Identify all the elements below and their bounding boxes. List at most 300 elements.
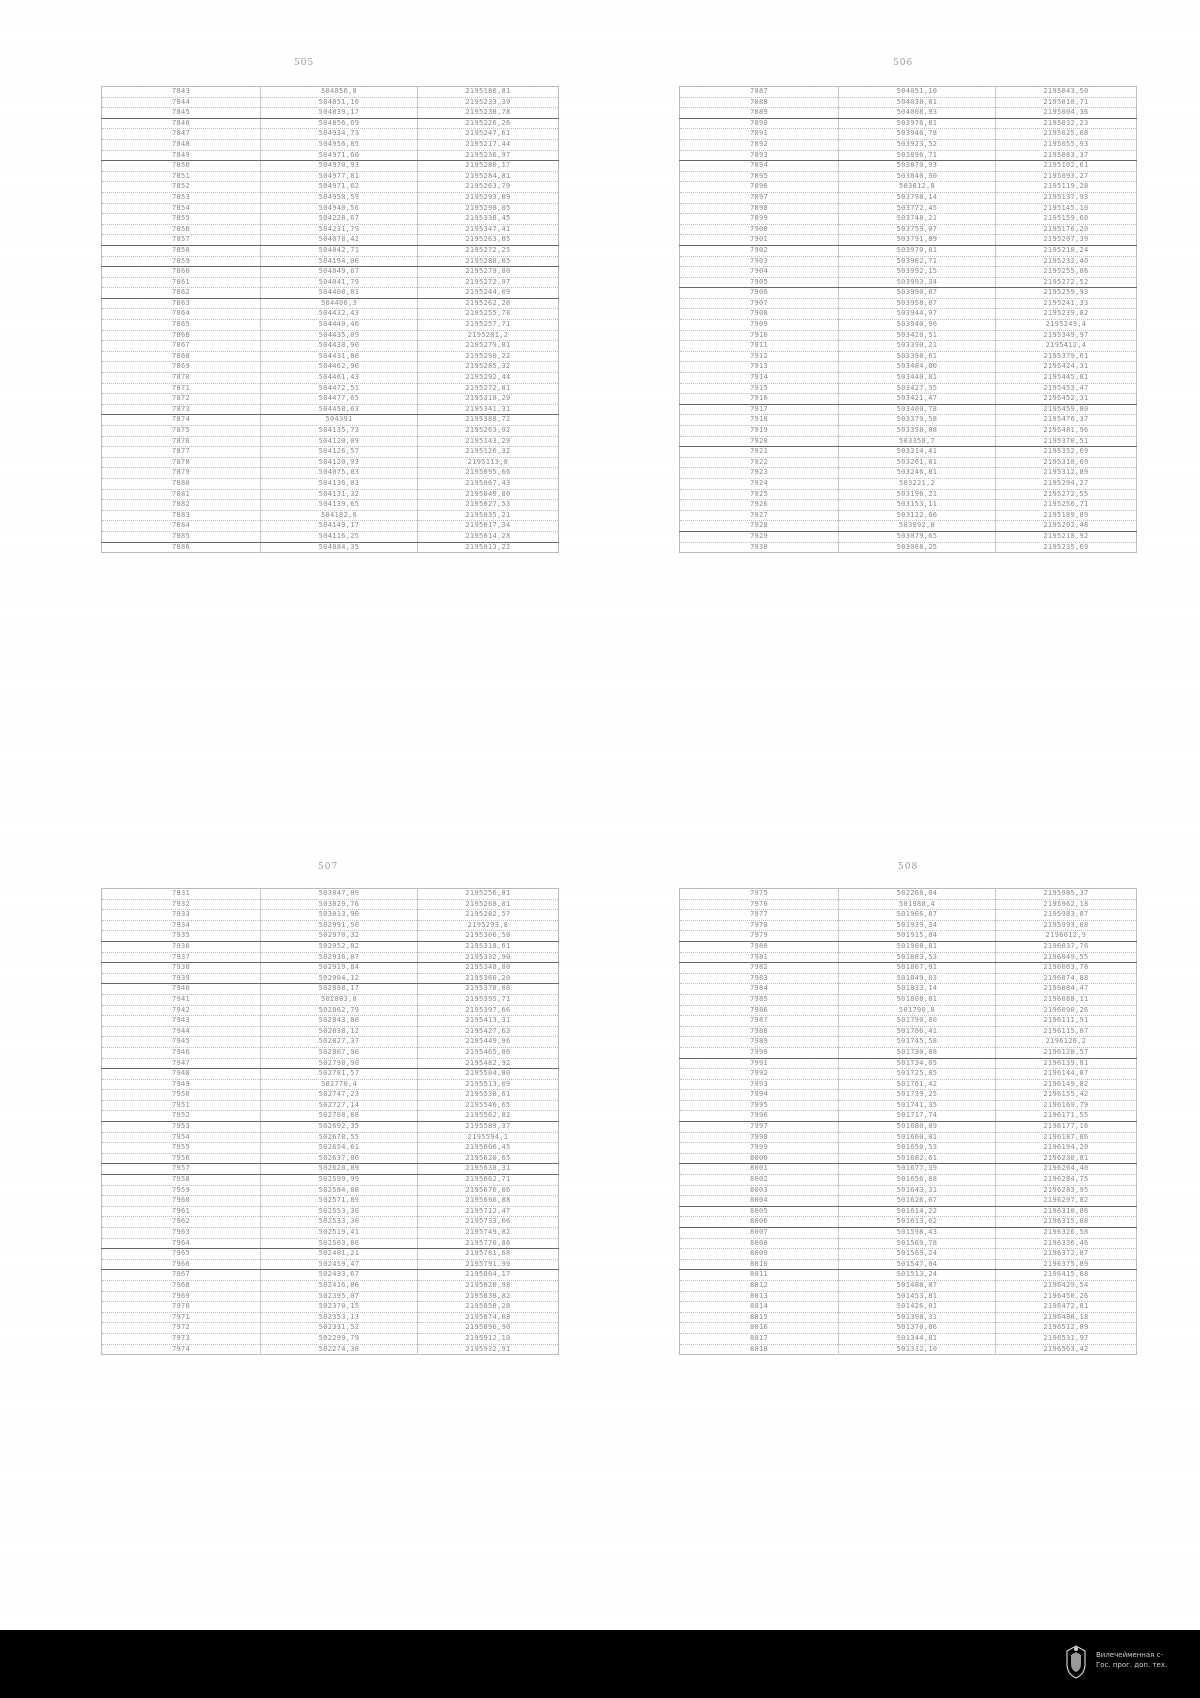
- table-row: [102, 426, 559, 437]
- x-coordinate-cell: 502503,86: [261, 1238, 418, 1249]
- x-coordinate-cell: 504228,67: [261, 214, 418, 225]
- table-row: [680, 468, 1137, 479]
- x-coordinate-cell: 502637,86: [261, 1153, 418, 1164]
- point-number-cell: 7889: [680, 108, 839, 119]
- point-number-cell: 7978: [680, 920, 839, 931]
- point-number-cell: 7856: [102, 224, 261, 235]
- table-row: [102, 203, 559, 214]
- y-coordinate-cell: 2195280,17: [418, 161, 559, 172]
- table-row: [102, 457, 559, 468]
- x-coordinate-cell: 502781,57: [261, 1069, 418, 1080]
- point-number-cell: 7987: [680, 1016, 839, 1027]
- point-number-cell: 7943: [102, 1016, 261, 1027]
- table-row: [680, 351, 1137, 362]
- x-coordinate-cell: 503896,71: [839, 150, 996, 161]
- table-row: [680, 931, 1137, 942]
- table-row: [680, 1217, 1137, 1228]
- y-coordinate-cell: 2196049,55: [996, 952, 1137, 963]
- point-number-cell: 7986: [680, 1005, 839, 1016]
- y-coordinate-cell: 2195318,61: [418, 941, 559, 952]
- y-coordinate-cell: 2196149,82: [996, 1079, 1137, 1090]
- y-coordinate-cell: 2195412,4: [996, 341, 1137, 352]
- table-row: [680, 1228, 1137, 1239]
- y-coordinate-cell: 2195027,53: [418, 500, 559, 511]
- x-coordinate-cell: 502274,38: [261, 1344, 418, 1355]
- y-coordinate-cell: 2195589,37: [418, 1122, 559, 1133]
- x-coordinate-cell: 502727,14: [261, 1100, 418, 1111]
- y-coordinate-cell: 2195186,81: [418, 87, 559, 98]
- table-row: [102, 1079, 559, 1090]
- y-coordinate-cell: 2195268,01: [418, 899, 559, 910]
- table-row: [102, 542, 559, 553]
- y-coordinate-cell: 2196531,97: [996, 1333, 1137, 1344]
- x-coordinate-cell: 502843,80: [261, 1016, 418, 1027]
- table-row: [680, 521, 1137, 532]
- table-row: [680, 1238, 1137, 1249]
- y-coordinate-cell: 2195239,82: [996, 309, 1137, 320]
- x-coordinate-cell: 501790,80: [839, 1016, 996, 1027]
- table-row: [102, 1333, 559, 1344]
- table-row: [102, 510, 559, 521]
- y-coordinate-cell: 2195290,22: [418, 351, 559, 362]
- table-row: [102, 1047, 559, 1058]
- y-coordinate-cell: 2195272,52: [996, 277, 1137, 288]
- x-coordinate-cell: 503092,8: [839, 521, 996, 532]
- y-coordinate-cell: 2195256,71: [996, 500, 1137, 511]
- point-number-cell: 7857: [102, 235, 261, 246]
- point-number-cell: 8012: [680, 1280, 839, 1291]
- x-coordinate-cell: 501988,4: [839, 899, 996, 910]
- table-row: [680, 1206, 1137, 1217]
- x-coordinate-cell: 504971,62: [261, 182, 418, 193]
- point-number-cell: 7843: [102, 87, 261, 98]
- x-coordinate-cell: 504406,3: [261, 298, 418, 309]
- table-row: [102, 351, 559, 362]
- point-number-cell: 7896: [680, 182, 839, 193]
- table-row: [680, 383, 1137, 394]
- table-row: [102, 267, 559, 278]
- point-number-cell: 7959: [102, 1185, 261, 1196]
- y-coordinate-cell: 2196084,47: [996, 984, 1137, 995]
- point-number-cell: 7963: [102, 1228, 261, 1239]
- point-number-cell: 7952: [102, 1111, 261, 1122]
- x-coordinate-cell: 504084,35: [261, 542, 418, 553]
- point-number-cell: 7909: [680, 320, 839, 331]
- x-coordinate-cell: 504851,16: [261, 97, 418, 108]
- table-row: [102, 1196, 559, 1207]
- point-number-cell: 7948: [102, 1069, 261, 1080]
- y-coordinate-cell: 2195820,98: [418, 1280, 559, 1291]
- point-number-cell: 7921: [680, 447, 839, 458]
- table-row: [102, 245, 559, 256]
- y-coordinate-cell: 2196310,86: [996, 1206, 1137, 1217]
- point-number-cell: 7932: [102, 899, 261, 910]
- y-coordinate-cell: 2195143,29: [418, 436, 559, 447]
- table-row: [680, 500, 1137, 511]
- x-coordinate-cell: 502459,47: [261, 1259, 418, 1270]
- y-coordinate-cell: 2196012,9: [996, 931, 1137, 942]
- x-coordinate-cell: 504042,71: [261, 245, 418, 256]
- table-row: [680, 920, 1137, 931]
- y-coordinate-cell: 2195985,37: [996, 889, 1137, 900]
- point-number-cell: 7845: [102, 108, 261, 119]
- y-coordinate-cell: 2196415,68: [996, 1270, 1137, 1281]
- point-number-cell: 7953: [102, 1122, 261, 1133]
- table-row: [102, 500, 559, 511]
- point-number-cell: 7989: [680, 1037, 839, 1048]
- point-number-cell: 7961: [102, 1206, 261, 1217]
- point-number-cell: 7855: [102, 214, 261, 225]
- table-row: [680, 457, 1137, 468]
- table-row: [680, 1058, 1137, 1069]
- y-coordinate-cell: 2195279,80: [418, 267, 559, 278]
- x-coordinate-cell: 501569,78: [839, 1238, 996, 1249]
- y-coordinate-cell: 2195233,39: [418, 97, 559, 108]
- x-coordinate-cell: 501833,14: [839, 984, 996, 995]
- y-coordinate-cell: 2196488,18: [996, 1312, 1137, 1323]
- y-coordinate-cell: 2195238,78: [418, 108, 559, 119]
- point-number-cell: 7936: [102, 941, 261, 952]
- x-coordinate-cell: 504075,83: [261, 468, 418, 479]
- x-coordinate-cell: 502807,90: [261, 1047, 418, 1058]
- y-coordinate-cell: 2195241,33: [996, 298, 1137, 309]
- y-coordinate-cell: 2195218,24: [996, 245, 1137, 256]
- point-number-cell: 7938: [102, 963, 261, 974]
- point-number-cell: 7852: [102, 182, 261, 193]
- point-number-cell: 7977: [680, 910, 839, 921]
- table-row: [680, 224, 1137, 235]
- table-row: [680, 150, 1137, 161]
- y-coordinate-cell: 2195017,34: [418, 521, 559, 532]
- x-coordinate-cell: 503246,81: [839, 468, 996, 479]
- x-coordinate-cell: 502395,07: [261, 1291, 418, 1302]
- table-row: [680, 309, 1137, 320]
- y-coordinate-cell: 2195312,89: [996, 468, 1137, 479]
- y-coordinate-cell: 2196177,16: [996, 1122, 1137, 1133]
- table-row: [102, 139, 559, 150]
- table-row: [102, 1005, 559, 1016]
- x-coordinate-cell: 501717,74: [839, 1111, 996, 1122]
- table-row: [680, 994, 1137, 1005]
- point-number-cell: 7970: [102, 1302, 261, 1313]
- point-number-cell: 7894: [680, 161, 839, 172]
- x-coordinate-cell: 504977,81: [261, 171, 418, 182]
- table-row: [102, 1164, 559, 1175]
- point-number-cell: 7947: [102, 1058, 261, 1069]
- point-number-cell: 8002: [680, 1175, 839, 1186]
- y-coordinate-cell: 2195452,31: [996, 394, 1137, 405]
- table-row: [102, 1185, 559, 1196]
- table-row: [102, 994, 559, 1005]
- point-number-cell: 7985: [680, 994, 839, 1005]
- y-coordinate-cell: 2196187,86: [996, 1132, 1137, 1143]
- x-coordinate-cell: 502599,99: [261, 1175, 418, 1186]
- point-number-cell: 7922: [680, 457, 839, 468]
- table-row: [102, 1312, 559, 1323]
- y-coordinate-cell: 2195397,66: [418, 1005, 559, 1016]
- table-row: [102, 1037, 559, 1048]
- y-coordinate-cell: 2196155,42: [996, 1090, 1137, 1101]
- point-number-cell: 7940: [102, 984, 261, 995]
- x-coordinate-cell: 504135,73: [261, 426, 418, 437]
- table-row: [680, 889, 1137, 900]
- y-coordinate-cell: 2195712,47: [418, 1206, 559, 1217]
- y-coordinate-cell: 2195244,09: [418, 288, 559, 299]
- point-number-cell: 7951: [102, 1100, 261, 1111]
- table-row: [102, 415, 559, 426]
- x-coordinate-cell: 504940,56: [261, 203, 418, 214]
- point-number-cell: 7897: [680, 192, 839, 203]
- x-coordinate-cell: 501966,87: [839, 910, 996, 921]
- x-coordinate-cell: 501547,04: [839, 1259, 996, 1270]
- y-coordinate-cell: 2196171,55: [996, 1111, 1137, 1122]
- y-coordinate-cell: 2195293,89: [418, 192, 559, 203]
- y-coordinate-cell: 2195126,32: [418, 447, 559, 458]
- table-row: [680, 531, 1137, 542]
- x-coordinate-cell: 501730,88: [839, 1047, 996, 1058]
- x-coordinate-cell: 503798,14: [839, 192, 996, 203]
- x-coordinate-cell: 501626,67: [839, 1196, 996, 1207]
- x-coordinate-cell: 502481,21: [261, 1249, 418, 1260]
- table-row: [102, 394, 559, 405]
- table-row: [680, 1312, 1137, 1323]
- x-coordinate-cell: 504971,60: [261, 150, 418, 161]
- y-coordinate-cell: 2195676,06: [418, 1185, 559, 1196]
- x-coordinate-cell: 503993,34: [839, 277, 996, 288]
- coordinate-table: [679, 888, 1137, 1355]
- x-coordinate-cell: 504116,25: [261, 531, 418, 542]
- point-number-cell: 7914: [680, 373, 839, 384]
- point-number-cell: 7930: [680, 542, 839, 553]
- y-coordinate-cell: 2195370,51: [996, 436, 1137, 447]
- point-number-cell: 7849: [102, 150, 261, 161]
- x-coordinate-cell: 502299,79: [261, 1333, 418, 1344]
- x-coordinate-cell: 501569,24: [839, 1249, 996, 1260]
- table-row: [680, 330, 1137, 341]
- y-coordinate-cell: 2195232,40: [996, 256, 1137, 267]
- point-number-cell: 7920: [680, 436, 839, 447]
- y-coordinate-cell: 2196128,57: [996, 1047, 1137, 1058]
- table-row: [680, 1069, 1137, 1080]
- point-number-cell: 7847: [102, 129, 261, 140]
- table-row: [102, 1111, 559, 1122]
- table-row: [102, 309, 559, 320]
- table-row: [102, 1270, 559, 1281]
- x-coordinate-cell: 501677,39: [839, 1164, 996, 1175]
- table-row: [680, 1143, 1137, 1154]
- x-coordinate-cell: 504051,10: [839, 87, 996, 98]
- x-coordinate-cell: 501745,58: [839, 1037, 996, 1048]
- x-coordinate-cell: 503840,90: [839, 171, 996, 182]
- x-coordinate-cell: 503196,21: [839, 489, 996, 500]
- table-row: [102, 447, 559, 458]
- y-coordinate-cell: 2195218,92: [996, 531, 1137, 542]
- table-row: [680, 171, 1137, 182]
- x-coordinate-cell: 504149,17: [261, 521, 418, 532]
- point-number-cell: 7995: [680, 1100, 839, 1111]
- table-row: [680, 182, 1137, 193]
- y-coordinate-cell: 2195662,71: [418, 1175, 559, 1186]
- table-row: [102, 341, 559, 352]
- x-coordinate-cell: 503358,08: [839, 426, 996, 437]
- point-number-cell: 7874: [102, 415, 261, 426]
- x-coordinate-cell: 502571,89: [261, 1196, 418, 1207]
- y-coordinate-cell: 2195207,39: [996, 235, 1137, 246]
- x-coordinate-cell: 502838,12: [261, 1026, 418, 1037]
- point-number-cell: 8016: [680, 1323, 839, 1334]
- x-coordinate-cell: 503427,35: [839, 383, 996, 394]
- point-number-cell: 7886: [102, 542, 261, 553]
- x-coordinate-cell: 504041,79: [261, 277, 418, 288]
- table-row: [680, 1090, 1137, 1101]
- y-coordinate-cell: 2195004,36: [996, 108, 1137, 119]
- y-coordinate-cell: 2195445,81: [996, 373, 1137, 384]
- x-coordinate-cell: 502936,87: [261, 952, 418, 963]
- y-coordinate-cell: 2196450,26: [996, 1291, 1137, 1302]
- x-coordinate-cell: 501883,53: [839, 952, 996, 963]
- point-number-cell: 7848: [102, 139, 261, 150]
- table-row: [680, 373, 1137, 384]
- y-coordinate-cell: 2196315,88: [996, 1217, 1137, 1228]
- point-number-cell: 7982: [680, 963, 839, 974]
- table-row: [102, 1323, 559, 1334]
- y-coordinate-cell: 2195272,97: [418, 277, 559, 288]
- y-coordinate-cell: 2195983,87: [996, 910, 1137, 921]
- y-coordinate-cell: 2196429,54: [996, 1280, 1137, 1291]
- point-number-cell: 7967: [102, 1270, 261, 1281]
- x-coordinate-cell: 503944,97: [839, 309, 996, 320]
- table-row: [102, 118, 559, 129]
- y-coordinate-cell: 2195247,61: [418, 129, 559, 140]
- x-coordinate-cell: 502692,35: [261, 1122, 418, 1133]
- y-coordinate-cell: 2195272,81: [418, 383, 559, 394]
- table-row: [680, 478, 1137, 489]
- table-row: [680, 256, 1137, 267]
- table-row: [680, 320, 1137, 331]
- x-coordinate-cell: 504472,51: [261, 383, 418, 394]
- x-coordinate-cell: 501613,62: [839, 1217, 996, 1228]
- table-row: [680, 1122, 1137, 1133]
- point-number-cell: 7983: [680, 973, 839, 984]
- x-coordinate-cell: 501643,31: [839, 1185, 996, 1196]
- x-coordinate-cell: 501808,81: [839, 994, 996, 1005]
- x-coordinate-cell: 502970,32: [261, 931, 418, 942]
- table-row: [102, 373, 559, 384]
- table-row: [680, 1196, 1137, 1207]
- table-row: [680, 235, 1137, 246]
- y-coordinate-cell: 2196090,26: [996, 1005, 1137, 1016]
- y-coordinate-cell: 2195770,86: [418, 1238, 559, 1249]
- point-number-cell: 7916: [680, 394, 839, 405]
- point-number-cell: 7851: [102, 171, 261, 182]
- point-number-cell: 7850: [102, 161, 261, 172]
- point-number-cell: 7957: [102, 1164, 261, 1175]
- y-coordinate-cell: 2195620,65: [418, 1153, 559, 1164]
- point-number-cell: 7992: [680, 1069, 839, 1080]
- x-coordinate-cell: 503992,15: [839, 267, 996, 278]
- x-coordinate-cell: 502991,50: [261, 920, 418, 931]
- table-row: [102, 224, 559, 235]
- point-number-cell: 7939: [102, 973, 261, 984]
- x-coordinate-cell: 503976,81: [839, 118, 996, 129]
- y-coordinate-cell: 2196283,95: [996, 1185, 1137, 1196]
- x-coordinate-cell: 504078,42: [261, 235, 418, 246]
- x-coordinate-cell: 503398,61: [839, 351, 996, 362]
- table-row: [680, 245, 1137, 256]
- y-coordinate-cell: 2195306,58: [418, 931, 559, 942]
- point-number-cell: 7863: [102, 298, 261, 309]
- table-row: [102, 277, 559, 288]
- y-coordinate-cell: 2195014,28: [418, 531, 559, 542]
- x-coordinate-cell: 501766,41: [839, 1026, 996, 1037]
- point-number-cell: 7937: [102, 952, 261, 963]
- y-coordinate-cell: 2195874,08: [418, 1312, 559, 1323]
- y-coordinate-cell: 2196088,11: [996, 994, 1137, 1005]
- y-coordinate-cell: 2195102,61: [996, 161, 1137, 172]
- table-row: [680, 404, 1137, 415]
- y-coordinate-cell: 2195292,44: [418, 373, 559, 384]
- point-number-cell: 7949: [102, 1079, 261, 1090]
- y-coordinate-cell: 2195113,8: [418, 457, 559, 468]
- y-coordinate-cell: 2195538,61: [418, 1090, 559, 1101]
- point-number-cell: 7893: [680, 150, 839, 161]
- x-coordinate-cell: 501513,24: [839, 1270, 996, 1281]
- point-number-cell: 7923: [680, 468, 839, 479]
- point-number-cell: 7965: [102, 1249, 261, 1260]
- table-row: [102, 108, 559, 119]
- y-coordinate-cell: 2195272,55: [996, 489, 1137, 500]
- point-number-cell: 7933: [102, 910, 261, 921]
- x-coordinate-cell: 504438,90: [261, 341, 418, 352]
- point-number-cell: 7954: [102, 1132, 261, 1143]
- point-number-cell: 7858: [102, 245, 261, 256]
- page-number: 508: [898, 862, 919, 872]
- x-coordinate-cell: 501741,35: [839, 1100, 996, 1111]
- table-row: [102, 150, 559, 161]
- table-row: [102, 1217, 559, 1228]
- table-row: [102, 288, 559, 299]
- table-row: [102, 436, 559, 447]
- x-coordinate-cell: 504126,57: [261, 447, 418, 458]
- table-row: [680, 1175, 1137, 1186]
- x-coordinate-cell: 504440,46: [261, 320, 418, 331]
- x-coordinate-cell: 504970,93: [261, 161, 418, 172]
- point-number-cell: 7913: [680, 362, 839, 373]
- x-coordinate-cell: 501453,81: [839, 1291, 996, 1302]
- x-coordinate-cell: 504391: [261, 415, 418, 426]
- x-coordinate-cell: 502919,84: [261, 963, 418, 974]
- x-coordinate-cell: 504194,06: [261, 256, 418, 267]
- y-coordinate-cell: 2195482,92: [418, 1058, 559, 1069]
- point-number-cell: 7877: [102, 447, 261, 458]
- table-row: [680, 118, 1137, 129]
- y-coordinate-cell: 2195285,32: [418, 362, 559, 373]
- y-coordinate-cell: 2195279,81: [418, 341, 559, 352]
- table-row: [680, 192, 1137, 203]
- table-row: [102, 963, 559, 974]
- point-number-cell: 7895: [680, 171, 839, 182]
- x-coordinate-cell: 501739,25: [839, 1090, 996, 1101]
- point-number-cell: 8015: [680, 1312, 839, 1323]
- x-coordinate-cell: 503153,11: [839, 500, 996, 511]
- table-row: [102, 973, 559, 984]
- table-row: [102, 97, 559, 108]
- point-number-cell: 7975: [680, 889, 839, 900]
- table-row: [102, 129, 559, 140]
- y-coordinate-cell: 2195217,44: [418, 139, 559, 150]
- x-coordinate-cell: 501790,8: [839, 1005, 996, 1016]
- x-coordinate-cell: 503870,93: [839, 161, 996, 172]
